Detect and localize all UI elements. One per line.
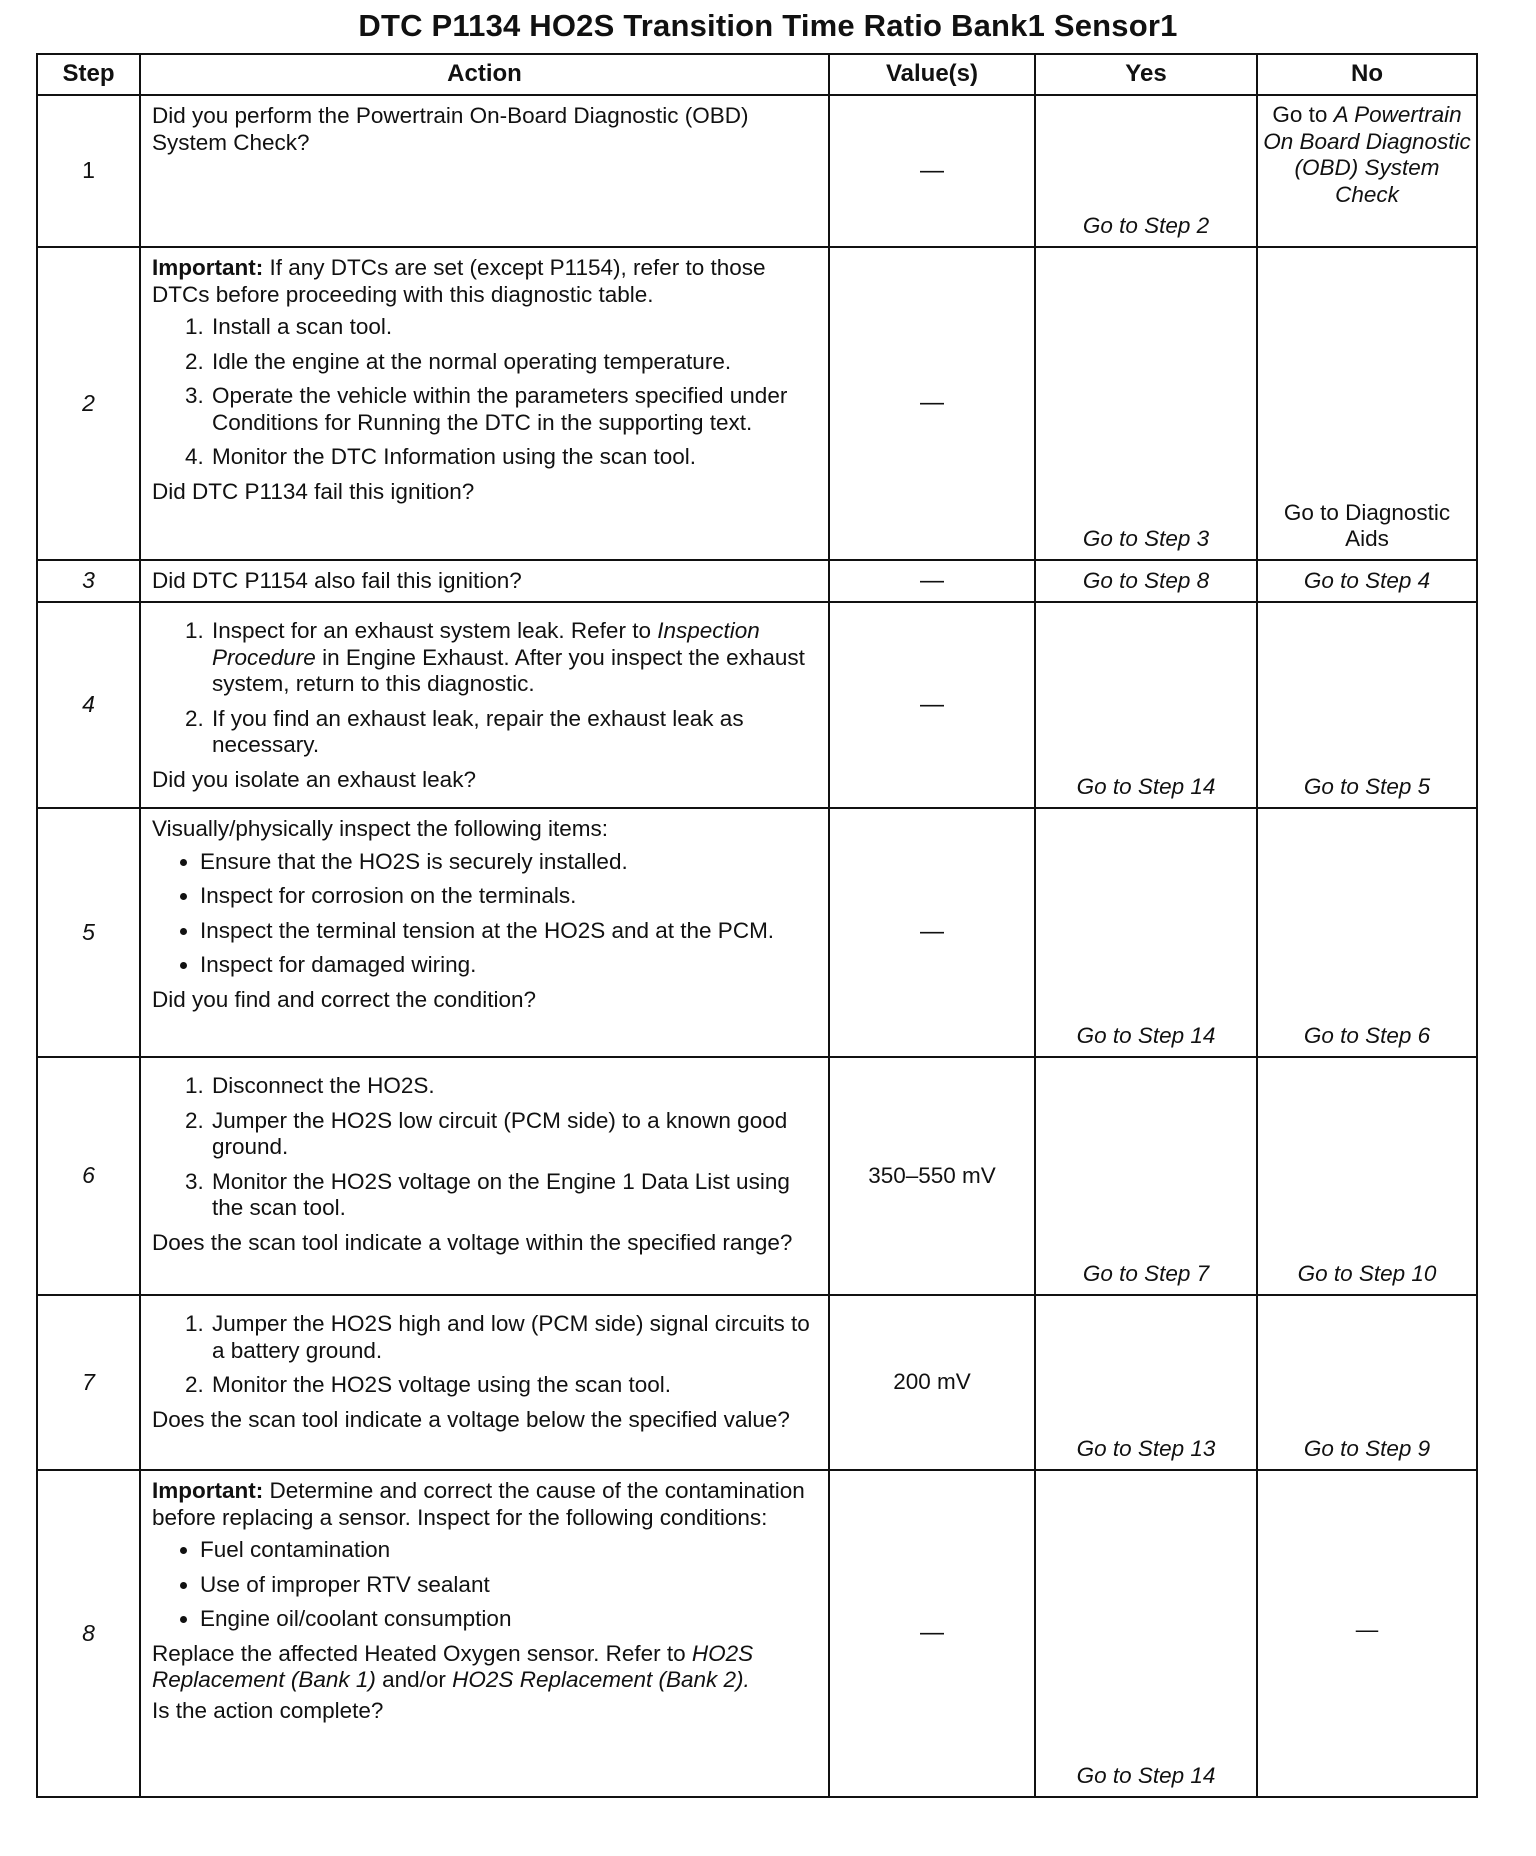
value-text: 200 mV bbox=[893, 1369, 971, 1395]
important-label: Important: bbox=[152, 1478, 264, 1503]
value-cell bbox=[829, 808, 1035, 1057]
list-item: • Use of improper RTV sealant bbox=[200, 1572, 818, 1599]
no-link[interactable]: Go to Step 5 bbox=[1257, 602, 1477, 808]
header-action: Action bbox=[140, 54, 829, 95]
list-item: • Inspect the terminal tension at the HO2S and at the PCM. bbox=[200, 918, 818, 945]
value-cell bbox=[829, 1295, 1035, 1470]
item-text-pre: Inspect for an exhaust system leak. Refer to bbox=[212, 618, 658, 643]
header-step: Step bbox=[37, 54, 140, 95]
bullet-list bbox=[152, 849, 818, 979]
action-question: Does the scan tool indicate a voltage within the specified range? bbox=[152, 1229, 793, 1255]
important-text: If any DTCs are set (except P1154), refer to those DTCs before proceeding with this diagnostic table. bbox=[152, 255, 766, 307]
action-cell bbox=[140, 560, 829, 602]
no-italic: A Powertrain On Board Diagnostic (OBD) System Check bbox=[1263, 102, 1471, 207]
action-cell bbox=[140, 1295, 829, 1470]
action-cell bbox=[140, 95, 829, 247]
list-item: 4. Monitor the DTC Information using the scan tool. bbox=[210, 444, 818, 471]
yes-link[interactable]: Go to Step 14 bbox=[1035, 1470, 1257, 1797]
value-text: — bbox=[920, 566, 944, 594]
action-question: Did DTC P1154 also fail this ignition? bbox=[152, 567, 522, 593]
action-question: Did you find and correct the condition? bbox=[152, 986, 536, 1012]
action-question: Is the action complete? bbox=[152, 1697, 384, 1723]
action-cell bbox=[140, 1057, 829, 1295]
value-cell bbox=[829, 1057, 1035, 1295]
replace-connector: and/or bbox=[375, 1667, 453, 1693]
table-row bbox=[37, 1470, 1477, 1797]
value-cell bbox=[829, 95, 1035, 247]
no-link[interactable]: Go to Diagnostic Aids bbox=[1257, 247, 1477, 560]
list-item: • Ensure that the HO2S is securely installed. bbox=[200, 849, 818, 876]
yes-link[interactable]: Go to Step 2 bbox=[1035, 95, 1257, 247]
action-cell bbox=[140, 602, 829, 808]
list-item: 1. Jumper the HO2S high and low (PCM side) signal circuits to a battery ground. bbox=[210, 1311, 818, 1364]
action-question: Did DTC P1134 fail this ignition? bbox=[152, 478, 475, 504]
action-question: Did you perform the Powertrain On-Board Diagnostic (OBD) System Check? bbox=[152, 103, 749, 155]
list-item: 1. Install a scan tool. bbox=[210, 314, 818, 341]
procedure-list bbox=[152, 314, 818, 471]
item-text-post: in Engine Exhaust. After you inspect the exhaust system, return to this diagnostic. bbox=[212, 644, 805, 697]
no-text: — bbox=[1257, 1470, 1477, 1797]
step-number: 6 bbox=[37, 1057, 140, 1295]
list-item: 1. Disconnect the HO2S. bbox=[210, 1073, 818, 1100]
bullet-list bbox=[152, 1537, 818, 1633]
table-row bbox=[37, 560, 1477, 602]
table-row bbox=[37, 1295, 1477, 1470]
value-text: — bbox=[920, 918, 944, 946]
table-row bbox=[37, 808, 1477, 1057]
no-link[interactable]: Go to Step 9 bbox=[1257, 1295, 1477, 1470]
header-values: Value(s) bbox=[829, 54, 1035, 95]
value-text: — bbox=[920, 1619, 944, 1647]
value-cell bbox=[829, 1470, 1035, 1797]
list-item: • Fuel contamination bbox=[200, 1537, 818, 1564]
item-text-italic: Inspection Procedure bbox=[212, 618, 760, 670]
header-no: No bbox=[1257, 54, 1477, 95]
value-text: — bbox=[920, 690, 944, 718]
list-item: 3. Operate the vehicle within the parameters specified under Conditions for Running the DTC in the supporting text. bbox=[210, 383, 818, 436]
no-prefix: Go to bbox=[1272, 102, 1334, 127]
step-number: 5 bbox=[37, 808, 140, 1057]
list-item: • Engine oil/coolant consumption bbox=[200, 1606, 818, 1633]
action-cell bbox=[140, 247, 829, 560]
step-number: 1 bbox=[37, 95, 140, 247]
yes-link[interactable]: Go to Step 14 bbox=[1035, 602, 1257, 808]
list-item bbox=[210, 618, 818, 698]
action-cell bbox=[140, 1470, 829, 1797]
action-intro: Visually/physically inspect the following items: bbox=[152, 816, 609, 841]
list-item: • Inspect for damaged wiring. bbox=[200, 952, 818, 979]
header-row bbox=[37, 54, 1477, 95]
action-question: Does the scan tool indicate a voltage below the specified value? bbox=[152, 1406, 790, 1432]
list-item: 2. Jumper the HO2S low circuit (PCM side) to a known good ground. bbox=[210, 1108, 818, 1161]
no-link[interactable]: Go to Step 4 bbox=[1257, 560, 1477, 602]
step-number: 4 bbox=[37, 602, 140, 808]
yes-link[interactable]: Go to Step 13 bbox=[1035, 1295, 1257, 1470]
yes-link[interactable]: Go to Step 8 bbox=[1035, 560, 1257, 602]
header-yes: Yes bbox=[1035, 54, 1257, 95]
list-item: 2. Monitor the HO2S voltage using the scan tool. bbox=[210, 1372, 818, 1399]
no-link[interactable]: Go to Step 6 bbox=[1257, 808, 1477, 1057]
important-note bbox=[152, 1478, 818, 1531]
replace-instruction bbox=[152, 1641, 818, 1694]
table-row bbox=[37, 602, 1477, 808]
yes-link[interactable]: Go to Step 14 bbox=[1035, 808, 1257, 1057]
value-cell bbox=[829, 602, 1035, 808]
list-item: 2. Idle the engine at the normal operating temperature. bbox=[210, 349, 818, 376]
no-link[interactable] bbox=[1257, 95, 1477, 247]
page-title: DTC P1134 HO2S Transition Time Ratio Bank1 Sensor1 bbox=[358, 8, 1178, 43]
important-label: Important: bbox=[152, 255, 264, 280]
value-text: 350–550 mV bbox=[868, 1162, 996, 1188]
procedure-list bbox=[152, 618, 818, 759]
table-row bbox=[37, 95, 1477, 247]
action-question: Did you isolate an exhaust leak? bbox=[152, 766, 476, 792]
important-note bbox=[152, 255, 818, 308]
procedure-list bbox=[152, 1073, 818, 1222]
value-cell bbox=[829, 247, 1035, 560]
yes-link[interactable]: Go to Step 7 bbox=[1035, 1057, 1257, 1295]
step-number: 3 bbox=[37, 560, 140, 602]
table-row bbox=[37, 247, 1477, 560]
list-item: • Inspect for corrosion on the terminals. bbox=[200, 883, 818, 910]
important-text: Determine and correct the cause of the contamination before replacing a sensor. Inspect for the following conditions: bbox=[152, 1478, 805, 1530]
step-number: 8 bbox=[37, 1470, 140, 1797]
step-number: 2 bbox=[37, 247, 140, 560]
list-item: 2. If you find an exhaust leak, repair the exhaust leak as necessary. bbox=[210, 706, 818, 759]
replace-ref-bank1: HO2S Replacement (Bank 1) bbox=[152, 1640, 754, 1693]
action-cell bbox=[140, 808, 829, 1057]
procedure-list bbox=[152, 1311, 818, 1399]
no-link[interactable]: Go to Step 10 bbox=[1257, 1057, 1477, 1295]
diagnostic-table bbox=[36, 53, 1478, 1798]
replace-ref-bank2: HO2S Replacement (Bank 2). bbox=[452, 1667, 750, 1693]
step-number: 7 bbox=[37, 1295, 140, 1470]
value-text: — bbox=[920, 156, 944, 184]
table-row bbox=[37, 1057, 1477, 1295]
yes-link[interactable]: Go to Step 3 bbox=[1035, 247, 1257, 560]
list-item: 3. Monitor the HO2S voltage on the Engine 1 Data List using the scan tool. bbox=[210, 1169, 818, 1222]
value-text: — bbox=[920, 389, 944, 417]
replace-text: Replace the affected Heated Oxygen sensor. Refer to bbox=[152, 1640, 692, 1666]
value-cell bbox=[829, 560, 1035, 602]
